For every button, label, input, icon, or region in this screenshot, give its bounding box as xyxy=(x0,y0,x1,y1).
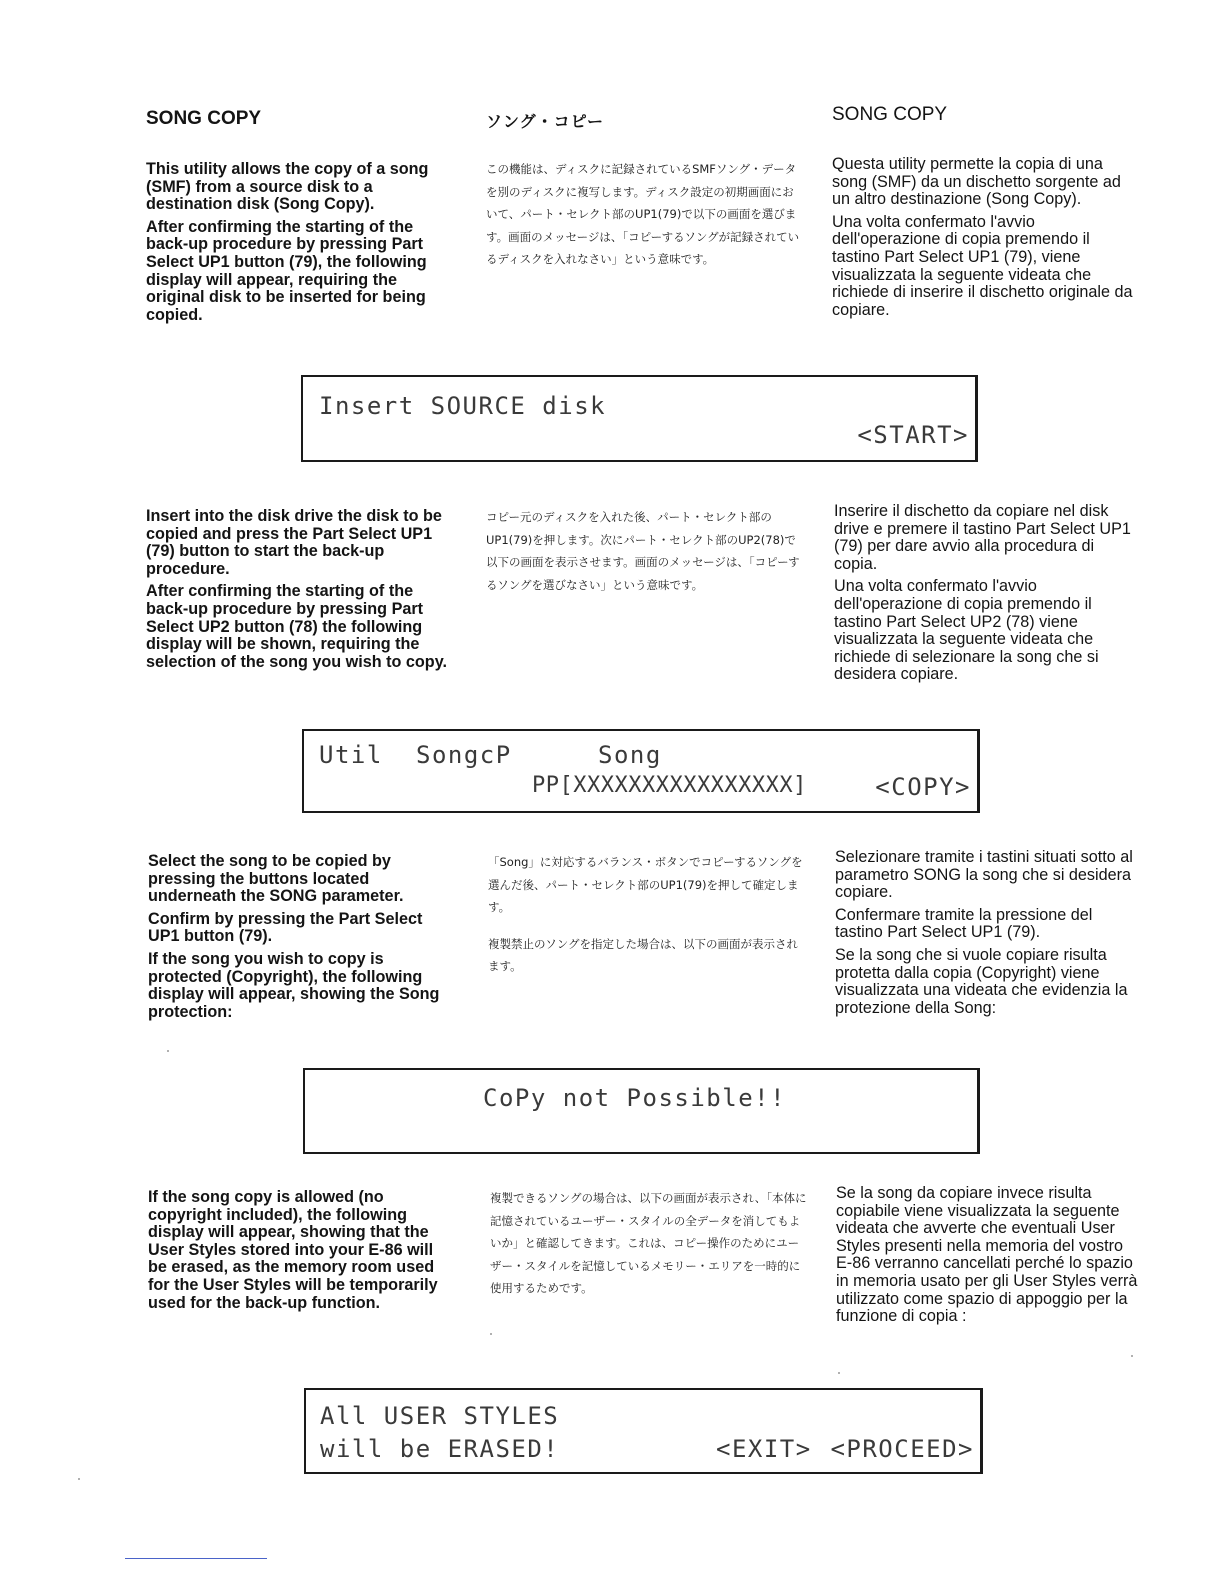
scan-speck xyxy=(78,1478,80,1480)
lcd-erase-warning xyxy=(304,1388,983,1474)
paragraph: この機能は、ディスクに記録されているSMFソング・データを別のディスクに複写します。ディスク設定の初期画面において、パート・セレクト部のUP1(79)で以下の画面を選びます。画面のメッセージは、「コピーするソングが記録されているディスクを入れなさい」という意味です。 xyxy=(486,162,800,267)
lcd-start-softkey: <START> xyxy=(857,421,969,449)
paragraph: If the song you wish to copy is protected (Copyright), the following display will appear, showing the Song protection: xyxy=(148,949,440,1021)
section-1-italian xyxy=(832,156,1138,324)
paragraph: Una volta confermato l'avvio dell'operazione di copia premendo il tastino Part Select UP2 (78) viene visualizzata la seguente videata che richiede di selezionare la song che si desidera copiare. xyxy=(834,577,1099,684)
scan-speck xyxy=(1131,1355,1133,1357)
section-3-english xyxy=(148,853,450,1026)
section-2-italian xyxy=(834,503,1140,689)
lcd-insert-source-disk xyxy=(301,375,978,462)
paragraph: コピー元のディスクを入れた後、パート・セレクト部のUP1(79)を押します。次にパート・セレクト部のUP2(78)で以下の画面を表示させます。画面のメッセージは、「コピーするソングを選びなさい」という意味です。 xyxy=(486,510,800,592)
scan-speck xyxy=(490,1333,492,1335)
lcd-copy-softkey: <COPY> xyxy=(875,773,971,801)
paragraph: Se la song da copiare invece risulta copiabile viene visualizzata la seguente videata che avverte che eventuali User Styles presenti nella memoria del vostro E-86 verranno cancellati perché lo spazio in memoria usato per gli User Styles verrà utilizzato come spazio di appoggio per la funzione di copia : xyxy=(836,1184,1138,1326)
paragraph: Se la song che si vuole copiare risulta protetta dalla copia (Copyright) viene visualizzata una videata che evidenzia la protezione della Song: xyxy=(835,945,1128,1017)
lcd-proceed-softkey: <PROCEED> xyxy=(830,1435,974,1463)
paragraph: Select the song to be copied by pressing the buttons located underneath the SONG parameter. xyxy=(148,852,404,906)
paragraph: After confirming the starting of the back-up procedure by pressing Part Select UP2 button (78) the following display will be shown, requiring the selection of the song you wish to copy. xyxy=(146,582,447,671)
lcd-copy-not-possible xyxy=(303,1068,980,1154)
paragraph: 複製禁止のソングを指定した場合は、以下の画面が表示されます。 xyxy=(488,936,799,974)
footer-rule xyxy=(125,1558,267,1559)
paragraph: If the song copy is allowed (no copyright included), the following display will appear, showing that the User Styles stored into your E-86 will be erased, as the memory room used for the User Styles will be temporarily used for the back-up function. xyxy=(148,1188,438,1312)
section-3-japanese xyxy=(488,851,806,983)
section-4-italian xyxy=(836,1185,1142,1331)
lcd-util-label: Util xyxy=(319,741,383,769)
lcd-util-songcp xyxy=(302,729,980,813)
scan-speck xyxy=(167,1050,169,1052)
paragraph: Questa utility permette la copia di una song (SMF) da un dischetto sorgente ad un altro destinazione (Song Copy). xyxy=(832,155,1121,209)
paragraph: Selezionare tramite i tastini situati sotto al parametro SONG la song che si desidera copiare. xyxy=(835,848,1133,902)
paragraph: 「Song」に対応するバランス・ボタンでコピーするソングを選んだ後、パート・セレクト部のUP1(79)を押して確定します。 xyxy=(488,855,803,915)
lcd-message-line-2: will be ERASED! xyxy=(320,1435,560,1463)
heading-english: SONG COPY xyxy=(146,108,262,129)
section-3-italian xyxy=(835,849,1141,1022)
lcd-song-parameter: Song xyxy=(598,741,662,769)
section-1-english xyxy=(146,161,448,329)
section-2-english xyxy=(146,508,448,676)
scan-speck xyxy=(838,1372,840,1374)
section-4-english xyxy=(148,1189,450,1317)
lcd-songcp-label: SongcP xyxy=(416,741,512,769)
lcd-exit-softkey: <EXIT> xyxy=(716,1435,812,1463)
paragraph: Confirm by pressing the Part Select UP1 button (79). xyxy=(148,909,423,946)
paragraph: Una volta confermato l'avvio dell'operazione di copia premendo il tastino Part Select UP1 (79), viene visualizzata la seguente videata che richiede di inserire il dischetto originale da copiare. xyxy=(832,212,1133,319)
section-2-japanese xyxy=(486,506,804,601)
paragraph: This utility allows the copy of a song (SMF) from a source disk to a destination disk (Song Copy). xyxy=(146,160,429,214)
paragraph: 複製できるソングの場合は、以下の画面が表示され、「本体に記憶されているユーザー・スタイルの全データを消してもよいか」と確認してきます。これは、コピー操作のためにユーザー・スタイルを記憶しているメモリー・エリアを一時的に使用するためです。 xyxy=(490,1191,807,1296)
paragraph: Inserire il dischetto da copiare nel disk drive e premere il tastino Part Select UP1 (79) per dare avvio alla procedura di copia. xyxy=(834,502,1131,573)
paragraph: Insert into the disk drive the disk to be copied and press the Part Select UP1 (79) button to start the back-up procedure. xyxy=(146,507,442,578)
heading-italian: SONG COPY xyxy=(832,104,948,125)
heading-japanese: ソング・コピー xyxy=(486,112,605,131)
lcd-message: Insert SOURCE disk xyxy=(319,392,607,420)
lcd-message: CoPy not Possible!! xyxy=(483,1084,787,1112)
section-1-japanese xyxy=(486,158,804,276)
section-4-japanese xyxy=(490,1187,808,1305)
lcd-song-name-field: PP[XXXXXXXXXXXXXXXX] xyxy=(532,773,807,798)
lcd-message-line-1: All USER STYLES xyxy=(320,1402,560,1430)
paragraph: After confirming the starting of the back-up procedure by pressing Part Select UP1 button (79), the following display will appear, requiring the original disk to be inserted for being copied. xyxy=(146,217,427,324)
paragraph: Confermare tramite la pressione del tastino Part Select UP1 (79). xyxy=(835,905,1093,942)
